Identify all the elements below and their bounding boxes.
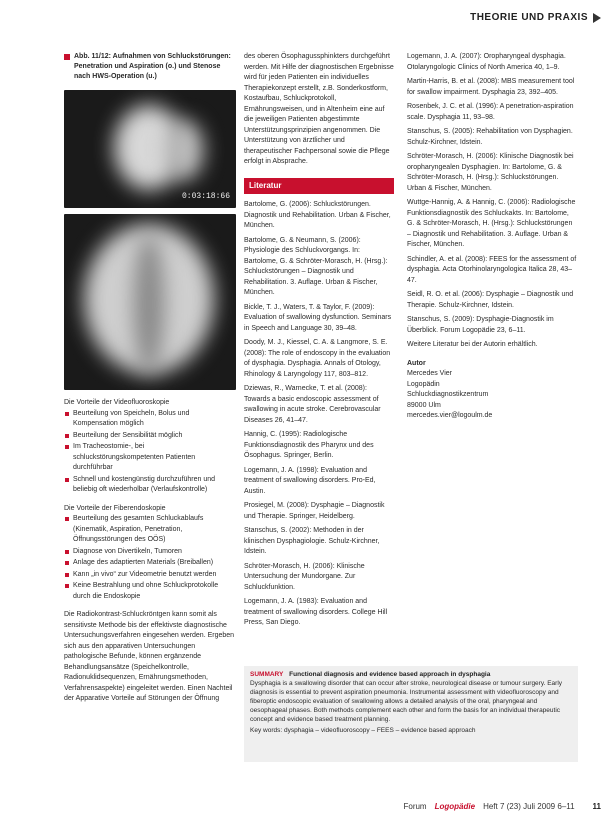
page-number: 11	[592, 802, 601, 811]
body-paragraph: Die Radiokontrast-Schluckröntgen kann somit als sensitivste Methode bis der effektivste diagnostische Untersuchungsverfahren eingesehen werden. Ergeben sich aus den apparativen Untersuchungen pathologische Befunde, können ergänzende Behandlungsansätze (Speichelkontrolle, Radionuklidsequenzen, Ernährungsmethoden, Verfahrensaspekte) eingeleitet werden. Einen Nachteil der Apparative Vorteile auf Störungen der Öffnung	[64, 611, 235, 702]
issue-info: Heft 7 (23) Juli 2009 6–11	[483, 802, 575, 811]
square-bullet-icon	[64, 54, 70, 60]
reference-item: Stanschus, S. (2005): Rehabilitation von Dysphagien. Schulz-Kirchner, Idstein.	[407, 128, 573, 146]
fees-advantages-title: Die Vorteile der Fiberendoskopie	[64, 504, 166, 512]
reference-item: Schröter-Morasch, H. (2006): Klinische Diagnostik bei oropharyngealen Dysphagien. In: Bartolome, G. & Schröter-Morasch, H. (Hrsg.): Schluckstörungen. Urban & Fischer, München.	[407, 153, 574, 192]
body-paragraph: des oberen Ösophagussphinkters durchgeführt werden. Mit Hilfe der diagnostischen Ergebnisse wird für jeden Patienten ein individuelles Therapiekonzept erstellt, z.B. Sonderkostform, Kostaufbau, Schluckprotokoll, Ernährungsweisen, und in Altenheim eine auf die jeweiligen Patienten abgestimmte Unterstützungsprinzipien angenommen. Die Unterstützung von ärztlicher und therapeutischer Fachpersonal sowie die Pflege erfolgt in Absprache.	[244, 53, 394, 165]
fees-advantages-list	[64, 514, 236, 602]
list-item: Beurteilung von Speicheln, Bolus und Kompensation möglich	[73, 409, 236, 430]
list-item: Beurteilung der Sensibilität möglich	[73, 431, 236, 442]
list-item: Schnell und kostengünstig durchzuführen und beliebig oft wiederholbar (Verlaufskontrolle)	[73, 475, 236, 496]
reference-item: Bartolome, G. (2006): Schluckstörungen. Diagnostik und Rehabilitation. Urban & Fischer, München.	[244, 201, 391, 229]
summary-title: Functional diagnosis and evidence based approach in dysphagia	[289, 671, 491, 678]
arrow-right-icon	[593, 13, 601, 23]
journal-name: Forum	[403, 802, 427, 811]
video-advantages-title: Die Vorteile der Videofluoroskopie	[64, 399, 170, 406]
reference-item: Logemann, J. A. (1998): Evaluation and treatment of swallowing disorders. Pro-Ed, Austin.	[244, 466, 376, 495]
reference-item: Schindler, A. et al. (2008): FEES for the assessment of dysphagia. Acta Otorhinolaryngologica Italica 28, 43–47.	[407, 255, 577, 284]
fluoroscopy-image-top	[64, 90, 236, 208]
image-timestamp: 0:03:18:66	[181, 191, 230, 201]
author-role: Logopädin	[407, 380, 440, 388]
list-item: Keine Bestrahlung und ohne Schluckprotokolle durch die Endoskopie	[73, 581, 236, 602]
summary-keywords: Key words: dysphagia – videofluoroscopy – FEES – evidence based approach	[250, 727, 476, 734]
column-left	[64, 52, 236, 709]
list-item: Im Tracheostomie-, bei schluckstörungskompetenten Patienten durchführbar	[73, 442, 236, 474]
reference-item: Bickle, T. J., Waters, T. & Taylor, F. (2009): Evaluation of swallowing dysfunction. Seminars in Speech and Language 30, 39–48.	[244, 303, 392, 332]
fluoroscopy-image-bottom	[64, 214, 236, 390]
author-name: Mercedes Vier	[407, 370, 453, 377]
summary-label: SUMMARY	[250, 671, 284, 678]
column-middle	[244, 52, 394, 633]
list-item: Kann „in vivo“ zur Videometrie benutzt werden	[73, 570, 236, 581]
reference-item: Logemann, J. A. (2007): Oropharyngeal dysphagia. Otolaryngologic Clinics of North America 40, 1–9.	[407, 53, 566, 71]
reference-item: Stanschus, S. (2002): Methoden in der klinischen Dysphagiologie. Schulz-Kirchner, Idstein.	[244, 527, 380, 555]
reference-item: Stanschus, S. (2009): Dysphagie-Diagnostik im Überblick. Forum Logopädie 23, 6–11.	[407, 316, 554, 334]
section-header	[470, 12, 601, 23]
reference-item: Bartolome, G. & Neumann, S. (2006): Physiologie des Schluckvorgangs. In: Bartolome, G. & Schröter-Morasch, H. (Hrsg.): Schluckstörungen – Diagnostik und Rehabilitation. 3. Auflage. Urban & Fischer, München.	[244, 236, 388, 296]
list-item: Anlage des adaptierten Materials (Breiballen)	[73, 558, 236, 569]
reference-item: Weitere Literatur bei der Autorin erhältlich.	[407, 341, 538, 348]
reference-item: Schröter-Morasch, H. (2006): Klinische Untersuchung der Mundorgane. Zur Schluckfunktion.	[244, 562, 365, 591]
summary-text: Dysphagia is a swallowing disorder that can occur after stroke, neurological disease or tumour surgery. Early diagnosis is essential to prevent aspiration pneumonia. Instrumental assessment with videofluoroscopy and fiberoptic endoscopic evaluation of swallowing allows a detailed analysis of the oral, pharyngeal and oesophageal phases. Both methods complement each other and form the basis for an individual therapeutic concept and evidence based treatment planning.	[250, 680, 563, 723]
page-footer	[403, 802, 601, 811]
column-right	[407, 52, 577, 422]
author-institution: Schluckdiagnostikzentrum	[407, 391, 489, 398]
reference-item: Logemann, J. A. (1983): Evaluation and treatment of swallowing disorders. College Hill Press, San Diego.	[244, 598, 388, 626]
reference-item: Rosenbek, J. C. et al. (1996): A penetration-aspiration scale. Dysphagia 11, 93–98.	[407, 103, 574, 121]
video-advantages-list	[64, 409, 236, 496]
list-item: Beurteilung des gesamten Schluckablaufs (Kinematik, Aspiration, Penetration, Öffnungsstörungen des OÖS)	[73, 514, 236, 546]
reference-item: Hannig, C. (1995): Radiologische Funktionsdiagnostik des Pharynx und des Ösophagus. Springer, Berlin.	[244, 431, 374, 459]
list-item: Diagnose von Divertikeln, Tumoren	[73, 547, 236, 558]
summary-heading	[250, 670, 572, 679]
author-heading: Autor	[407, 359, 426, 367]
reference-item: Doody, M. J., Kiessel, C. A. & Langmore, S. E. (2008): The role of endoscopy in the evaluation of dysphagia. Dysphagia. Annals of Otology, Rhinology & Laryngology 117, 803–812.	[244, 339, 391, 378]
reference-item: Prosiegel, M. (2008): Dysphagie – Diagnostik und Therapie. Springer, Heidelberg.	[244, 502, 385, 520]
figure-caption: Abb. 11/12: Aufnahmen von Schluckstörungen: Penetration und Aspiration (o.) und Stenose nach HWS-Operation (u.)	[64, 52, 236, 82]
section-title: THEORIE UND PRAXIS	[470, 12, 588, 23]
literature-heading: Literatur	[244, 178, 394, 195]
journal-brand: Logopädie	[434, 802, 476, 811]
reference-item: Dziewas, R., Warnecke, T. et al. (2008): Towards a basic endoscopic assessment of swallowing in acute stroke. Cerebrovascular Diseases 26, 41–47.	[244, 385, 381, 424]
summary-box	[244, 666, 578, 762]
reference-item: Wuttge-Hannig, A. & Hannig, C. (2006): Radiologische Funktionsdiagnostik des Schluckakts. In: Bartolome, G. & Schröter-Morasch, H. (Hrsg.): Schluckstörungen – Diagnostik und Rehabilitation. 3. Auflage. Urban & Fischer, München.	[407, 199, 576, 248]
author-city: 89000 Ulm	[407, 401, 441, 409]
reference-item: Martin-Harris, B. et al. (2008): MBS measurement tool for swallow impairment. Dysphagia 23, 392–405.	[407, 78, 575, 96]
author-email[interactable]: mercedes.vier@logoulm.de	[407, 412, 493, 419]
reference-item: Seidl, R. O. et al. (2006): Dysphagie – Diagnostik und Therapie. Schulz-Kirchner, Idstein.	[407, 291, 574, 309]
